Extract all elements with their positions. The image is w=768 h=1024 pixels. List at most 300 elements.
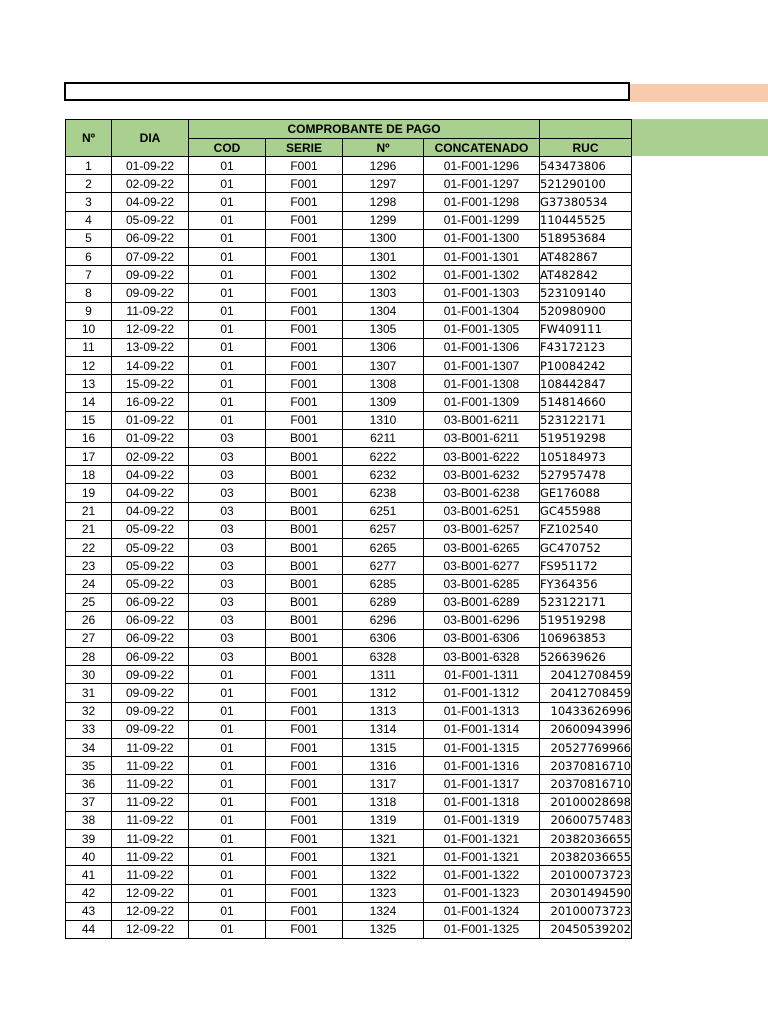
cell-concatenado: 03-B001-6211	[424, 411, 540, 429]
cell-numero: 6251	[343, 502, 424, 520]
cell-numero: 1317	[343, 775, 424, 793]
cell-numero: 6265	[343, 538, 424, 556]
cell-dia: 11-09-22	[112, 866, 189, 884]
cell-no: 16	[66, 429, 112, 447]
cell-no: 4	[66, 211, 112, 229]
table-row	[66, 811, 632, 829]
cell-concatenado: 01-F001-1324	[424, 902, 540, 920]
cell-cod: 03	[189, 629, 266, 647]
cell-cod: 03	[189, 648, 266, 666]
cell-cod: 01	[189, 229, 266, 247]
cell-concatenado: 01-F001-1311	[424, 666, 540, 684]
cell-numero: 6222	[343, 448, 424, 466]
cell-cod: 01	[189, 157, 266, 175]
cell-ruc: 523109140	[540, 284, 632, 302]
cell-cod: 01	[189, 247, 266, 265]
cell-ruc: FS951172	[540, 557, 632, 575]
cell-concatenado: 01-F001-1323	[424, 884, 540, 902]
cell-cod: 03	[189, 538, 266, 556]
cell-ruc: 20301494590	[540, 884, 632, 902]
cell-numero: 1296	[343, 157, 424, 175]
table-row	[66, 720, 632, 738]
cell-no: 32	[66, 702, 112, 720]
cell-ruc: 543473806	[540, 157, 632, 175]
cell-cod: 01	[189, 775, 266, 793]
cell-numero: 1313	[343, 702, 424, 720]
cell-ruc: GC470752	[540, 538, 632, 556]
cell-serie: F001	[266, 739, 343, 757]
cell-numero: 1299	[343, 211, 424, 229]
cell-ruc: AT482867	[540, 247, 632, 265]
table-row	[66, 502, 632, 520]
cell-no: 8	[66, 284, 112, 302]
cell-numero: 1311	[343, 666, 424, 684]
cell-ruc: 526639626	[540, 648, 632, 666]
cell-cod: 01	[189, 320, 266, 338]
cell-numero: 1306	[343, 338, 424, 356]
cell-serie: F001	[266, 157, 343, 175]
cell-dia: 09-09-22	[112, 266, 189, 284]
header-numero: Nº	[343, 139, 424, 157]
table-row	[66, 357, 632, 375]
cell-numero: 6306	[343, 629, 424, 647]
cell-numero: 1308	[343, 375, 424, 393]
table-row	[66, 484, 632, 502]
table-row	[66, 229, 632, 247]
cell-dia: 11-09-22	[112, 829, 189, 847]
cell-serie: B001	[266, 593, 343, 611]
cell-dia: 09-09-22	[112, 666, 189, 684]
cell-concatenado: 01-F001-1314	[424, 720, 540, 738]
table-row	[66, 429, 632, 447]
cell-numero: 6238	[343, 484, 424, 502]
cell-concatenado: 01-F001-1308	[424, 375, 540, 393]
cell-ruc: 10433626996	[540, 702, 632, 720]
cell-serie: F001	[266, 411, 343, 429]
cell-serie: B001	[266, 538, 343, 556]
table-row	[66, 393, 632, 411]
cell-cod: 01	[189, 357, 266, 375]
cell-no: 10	[66, 320, 112, 338]
cell-dia: 04-09-22	[112, 502, 189, 520]
cell-no: 42	[66, 884, 112, 902]
cell-serie: B001	[266, 448, 343, 466]
cell-no: 1	[66, 157, 112, 175]
cell-cod: 01	[189, 284, 266, 302]
cell-no: 21	[66, 502, 112, 520]
cell-cod: 01	[189, 720, 266, 738]
cell-dia: 02-09-22	[112, 175, 189, 193]
table-row	[66, 648, 632, 666]
cell-numero: 1307	[343, 357, 424, 375]
cell-ruc: 20100028698	[540, 793, 632, 811]
cell-dia: 01-09-22	[112, 429, 189, 447]
cell-ruc: 521290100	[540, 175, 632, 193]
table-row	[66, 557, 632, 575]
table-row	[66, 829, 632, 847]
cell-cod: 01	[189, 175, 266, 193]
table-row	[66, 520, 632, 538]
cell-serie: B001	[266, 629, 343, 647]
cell-concatenado: 01-F001-1321	[424, 848, 540, 866]
cell-cod: 01	[189, 193, 266, 211]
cell-ruc: 20370816710	[540, 775, 632, 793]
cell-serie: F001	[266, 775, 343, 793]
table-row	[66, 284, 632, 302]
cell-numero: 1303	[343, 284, 424, 302]
cell-serie: F001	[266, 884, 343, 902]
cell-serie: B001	[266, 466, 343, 484]
cell-dia: 12-09-22	[112, 320, 189, 338]
cell-ruc: 108442847	[540, 375, 632, 393]
cell-no: 39	[66, 829, 112, 847]
cell-cod: 01	[189, 902, 266, 920]
cell-concatenado: 01-F001-1297	[424, 175, 540, 193]
cell-numero: 1321	[343, 829, 424, 847]
cell-cod: 03	[189, 502, 266, 520]
cell-cod: 03	[189, 484, 266, 502]
table-row	[66, 211, 632, 229]
cell-serie: F001	[266, 866, 343, 884]
cell-ruc: 518953684	[540, 229, 632, 247]
cell-ruc: GE176088	[540, 484, 632, 502]
cell-concatenado: 01-F001-1305	[424, 320, 540, 338]
cell-dia: 11-09-22	[112, 848, 189, 866]
cell-no: 22	[66, 538, 112, 556]
cell-no: 40	[66, 848, 112, 866]
table-row	[66, 448, 632, 466]
header-no: Nº	[66, 120, 112, 157]
cell-no: 27	[66, 629, 112, 647]
cell-no: 33	[66, 720, 112, 738]
cell-concatenado: 03-B001-6238	[424, 484, 540, 502]
cell-dia: 06-09-22	[112, 648, 189, 666]
cell-concatenado: 03-B001-6306	[424, 629, 540, 647]
cell-no: 6	[66, 247, 112, 265]
ruc-header-extension	[630, 119, 768, 156]
cell-dia: 05-09-22	[112, 575, 189, 593]
cell-no: 15	[66, 411, 112, 429]
cell-dia: 05-09-22	[112, 211, 189, 229]
cell-serie: F001	[266, 684, 343, 702]
cell-dia: 09-09-22	[112, 720, 189, 738]
cell-dia: 15-09-22	[112, 375, 189, 393]
cell-no: 2	[66, 175, 112, 193]
cell-dia: 06-09-22	[112, 611, 189, 629]
cell-concatenado: 03-B001-6277	[424, 557, 540, 575]
table-row	[66, 866, 632, 884]
cell-no: 41	[66, 866, 112, 884]
cell-ruc: 106963853	[540, 629, 632, 647]
cell-no: 37	[66, 793, 112, 811]
cell-dia: 06-09-22	[112, 629, 189, 647]
cell-concatenado: 01-F001-1301	[424, 247, 540, 265]
cell-dia: 02-09-22	[112, 448, 189, 466]
cell-serie: F001	[266, 229, 343, 247]
cell-concatenado: 03-B001-6265	[424, 538, 540, 556]
header-ruc: RUC	[540, 139, 632, 157]
cell-serie: B001	[266, 557, 343, 575]
cell-no: 18	[66, 466, 112, 484]
cell-ruc: 110445525	[540, 211, 632, 229]
cell-cod: 01	[189, 811, 266, 829]
cell-dia: 11-09-22	[112, 739, 189, 757]
table-row	[66, 338, 632, 356]
cell-ruc: 20100073723	[540, 866, 632, 884]
header-comprobante-de-pago: COMPROBANTE DE PAGO	[189, 120, 540, 139]
cell-cod: 01	[189, 393, 266, 411]
cell-serie: B001	[266, 648, 343, 666]
cell-dia: 16-09-22	[112, 393, 189, 411]
cell-dia: 11-09-22	[112, 793, 189, 811]
cell-serie: F001	[266, 666, 343, 684]
table-row	[66, 629, 632, 647]
cell-numero: 1324	[343, 902, 424, 920]
cell-dia: 12-09-22	[112, 902, 189, 920]
cell-concatenado: 03-B001-6257	[424, 520, 540, 538]
cell-no: 9	[66, 302, 112, 320]
cell-dia: 06-09-22	[112, 229, 189, 247]
cell-ruc: AT482842	[540, 266, 632, 284]
header-dia: DIA	[112, 120, 189, 157]
cell-serie: F001	[266, 920, 343, 938]
cell-cod: 01	[189, 848, 266, 866]
table-row	[66, 593, 632, 611]
cell-numero: 1302	[343, 266, 424, 284]
cell-concatenado: 03-B001-6328	[424, 648, 540, 666]
cell-dia: 05-09-22	[112, 538, 189, 556]
cell-serie: F001	[266, 720, 343, 738]
cell-numero: 1297	[343, 175, 424, 193]
cell-concatenado: 03-B001-6232	[424, 466, 540, 484]
cell-cod: 01	[189, 920, 266, 938]
cell-serie: F001	[266, 284, 343, 302]
cell-no: 26	[66, 611, 112, 629]
cell-no: 25	[66, 593, 112, 611]
cell-serie: F001	[266, 702, 343, 720]
cell-numero: 1323	[343, 884, 424, 902]
cell-ruc: 20382036655	[540, 848, 632, 866]
table-row	[66, 884, 632, 902]
cell-numero: 1310	[343, 411, 424, 429]
cell-dia: 12-09-22	[112, 920, 189, 938]
cell-numero: 1322	[343, 866, 424, 884]
cell-numero: 6328	[343, 648, 424, 666]
cell-ruc: 519519298	[540, 611, 632, 629]
cell-ruc: 20370816710	[540, 757, 632, 775]
header-cod: COD	[189, 139, 266, 157]
table-row	[66, 157, 632, 175]
cell-cod: 01	[189, 666, 266, 684]
cell-concatenado: 01-F001-1296	[424, 157, 540, 175]
cell-no: 31	[66, 684, 112, 702]
table-row	[66, 775, 632, 793]
cell-serie: F001	[266, 829, 343, 847]
cell-ruc: FY364356	[540, 575, 632, 593]
cell-cod: 01	[189, 793, 266, 811]
cell-no: 12	[66, 357, 112, 375]
cell-serie: B001	[266, 502, 343, 520]
table-row	[66, 538, 632, 556]
cell-serie: F001	[266, 375, 343, 393]
cell-serie: F001	[266, 848, 343, 866]
cell-cod: 01	[189, 411, 266, 429]
header-concatenado: CONCATENADO	[424, 139, 540, 157]
cell-numero: 6289	[343, 593, 424, 611]
table-row	[66, 666, 632, 684]
table-row	[66, 266, 632, 284]
cell-cod: 01	[189, 302, 266, 320]
cell-concatenado: 01-F001-1312	[424, 684, 540, 702]
cell-dia: 09-09-22	[112, 684, 189, 702]
cell-cod: 01	[189, 211, 266, 229]
cell-numero: 1325	[343, 920, 424, 938]
cell-no: 14	[66, 393, 112, 411]
cell-cod: 01	[189, 375, 266, 393]
cell-concatenado: 01-F001-1298	[424, 193, 540, 211]
cell-concatenado: 03-B001-6211	[424, 429, 540, 447]
table-row	[66, 739, 632, 757]
cell-cod: 03	[189, 557, 266, 575]
cell-cod: 01	[189, 702, 266, 720]
cell-cod: 01	[189, 884, 266, 902]
cell-cod: 01	[189, 338, 266, 356]
cell-concatenado: 01-F001-1299	[424, 211, 540, 229]
table-row	[66, 793, 632, 811]
cell-serie: F001	[266, 757, 343, 775]
table-row	[66, 247, 632, 265]
cell-no: 43	[66, 902, 112, 920]
cell-no: 7	[66, 266, 112, 284]
cell-dia: 11-09-22	[112, 757, 189, 775]
cell-ruc: 527957478	[540, 466, 632, 484]
cell-concatenado: 01-F001-1319	[424, 811, 540, 829]
cell-cod: 01	[189, 266, 266, 284]
cell-concatenado: 01-F001-1300	[424, 229, 540, 247]
cell-ruc: 20600757483	[540, 811, 632, 829]
cell-no: 21	[66, 520, 112, 538]
cell-no: 17	[66, 448, 112, 466]
cell-cod: 03	[189, 593, 266, 611]
cell-serie: B001	[266, 520, 343, 538]
cell-dia: 05-09-22	[112, 557, 189, 575]
cell-concatenado: 03-B001-6222	[424, 448, 540, 466]
cell-ruc: 105184973	[540, 448, 632, 466]
cell-dia: 11-09-22	[112, 302, 189, 320]
cell-numero: 1316	[343, 757, 424, 775]
cell-dia: 14-09-22	[112, 357, 189, 375]
cell-concatenado: 01-F001-1318	[424, 793, 540, 811]
cell-ruc: 20382036655	[540, 829, 632, 847]
cell-numero: 1298	[343, 193, 424, 211]
cell-serie: F001	[266, 338, 343, 356]
cell-serie: B001	[266, 611, 343, 629]
table-row	[66, 175, 632, 193]
table-row	[66, 611, 632, 629]
table-row	[66, 411, 632, 429]
cell-dia: 09-09-22	[112, 284, 189, 302]
cell-numero: 6277	[343, 557, 424, 575]
header-blank	[540, 120, 632, 139]
table-row	[66, 302, 632, 320]
cell-dia: 11-09-22	[112, 775, 189, 793]
cell-dia: 01-09-22	[112, 157, 189, 175]
cell-serie: F001	[266, 175, 343, 193]
cell-numero: 1312	[343, 684, 424, 702]
cell-dia: 06-09-22	[112, 593, 189, 611]
cell-no: 19	[66, 484, 112, 502]
cell-serie: F001	[266, 393, 343, 411]
cell-no: 30	[66, 666, 112, 684]
cell-serie: B001	[266, 429, 343, 447]
cell-cod: 01	[189, 684, 266, 702]
cell-cod: 03	[189, 429, 266, 447]
cell-concatenado: 01-F001-1306	[424, 338, 540, 356]
cell-cod: 03	[189, 466, 266, 484]
cell-ruc: F43172123	[540, 338, 632, 356]
cell-no: 11	[66, 338, 112, 356]
table-row	[66, 320, 632, 338]
cell-serie: F001	[266, 247, 343, 265]
cell-dia: 01-09-22	[112, 411, 189, 429]
cell-cod: 03	[189, 611, 266, 629]
cell-numero: 6257	[343, 520, 424, 538]
cell-concatenado: 01-F001-1325	[424, 920, 540, 938]
cell-numero: 1305	[343, 320, 424, 338]
cell-serie: F001	[266, 266, 343, 284]
cell-cod: 03	[189, 575, 266, 593]
title-bar-fill	[630, 84, 768, 102]
table-row	[66, 702, 632, 720]
cell-cod: 03	[189, 520, 266, 538]
cell-numero: 1304	[343, 302, 424, 320]
cell-numero: 1301	[343, 247, 424, 265]
table-row	[66, 375, 632, 393]
cell-ruc: 519519298	[540, 429, 632, 447]
cell-ruc: G37380534	[540, 193, 632, 211]
cell-numero: 6296	[343, 611, 424, 629]
cell-no: 44	[66, 920, 112, 938]
cell-numero: 1309	[343, 393, 424, 411]
cell-ruc: FW409111	[540, 320, 632, 338]
cell-numero: 6285	[343, 575, 424, 593]
cell-cod: 03	[189, 448, 266, 466]
cell-concatenado: 03-B001-6289	[424, 593, 540, 611]
cell-serie: F001	[266, 793, 343, 811]
cell-numero: 6211	[343, 429, 424, 447]
cell-dia: 11-09-22	[112, 811, 189, 829]
cell-no: 34	[66, 739, 112, 757]
cell-serie: F001	[266, 193, 343, 211]
cell-concatenado: 01-F001-1321	[424, 829, 540, 847]
cell-dia: 12-09-22	[112, 884, 189, 902]
cell-serie: B001	[266, 575, 343, 593]
cell-ruc: P10084242	[540, 357, 632, 375]
cell-numero: 1318	[343, 793, 424, 811]
cell-concatenado: 03-B001-6251	[424, 502, 540, 520]
cell-ruc: 20412708459	[540, 684, 632, 702]
cell-numero: 1321	[343, 848, 424, 866]
cell-no: 23	[66, 557, 112, 575]
table-row	[66, 757, 632, 775]
cell-concatenado: 01-F001-1302	[424, 266, 540, 284]
cell-ruc: 20527769966	[540, 739, 632, 757]
cell-ruc: 514814660	[540, 393, 632, 411]
cell-ruc: 523122171	[540, 593, 632, 611]
cell-no: 35	[66, 757, 112, 775]
table-row	[66, 193, 632, 211]
cell-no: 13	[66, 375, 112, 393]
